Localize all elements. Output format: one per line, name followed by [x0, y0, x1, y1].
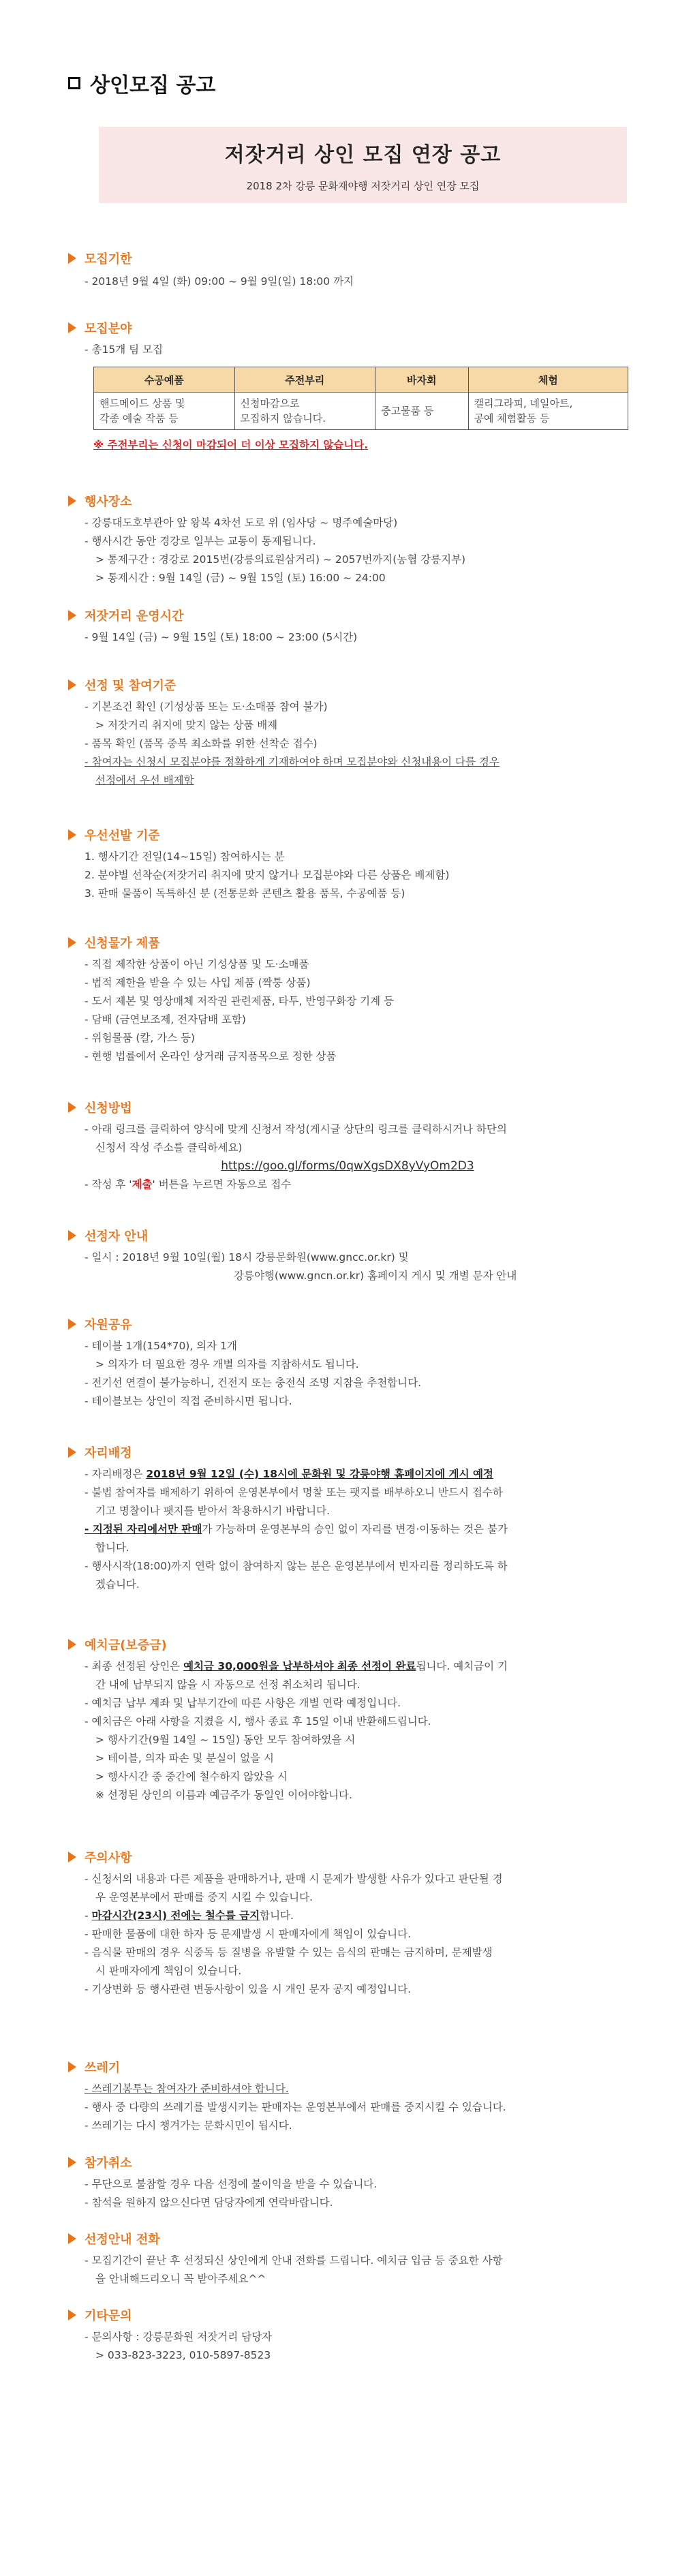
triangle-bullet-icon [68, 322, 76, 333]
text-line: > 행사시간 중 중간에 철수하지 않았을 시 [95, 1770, 288, 1783]
text-line: - 전기선 연결이 불가능하니, 건전지 또는 충전식 조명 지참을 추천합니다. [84, 1377, 422, 1389]
section-priority-criteria [68, 826, 449, 903]
table-header: 주전부리 [234, 367, 375, 393]
text-line: 신청서 작성 주소를 클릭하세요) [95, 1141, 243, 1154]
section-cancellation [68, 2153, 377, 2212]
text-line: - 직접 제작한 상품이 아닌 기성상품 및 도·소매품 [84, 958, 309, 970]
text-line: - 아래 링크를 클릭하여 양식에 맞게 신청서 작성(게시글 상단의 링크를 클릭하시거나 하단의 [84, 1123, 507, 1135]
text-line: - 불법 참여자를 배제하기 위하여 운영본부에서 명찰 또는 팻지를 배부하오니 반드시 접수하 [84, 1486, 503, 1499]
page-title [68, 68, 215, 98]
text-line: - 예치금 납부 계좌 및 납부기간에 따른 사항은 개별 연락 예정입니다. [84, 1697, 401, 1709]
text-line: 합니다. [95, 1542, 129, 1554]
section-heading-text: 모집분야 [84, 322, 132, 336]
banner-title: 저잣거리 상인 모집 연장 공고 [224, 143, 502, 167]
section-heading-text: 모집기한 [84, 252, 132, 266]
text-line: - 위험물품 (칼, 가스 등) [84, 1032, 196, 1044]
section-heading [68, 2306, 272, 2324]
text-line: - 참여자는 신청시 모집분야를 정확하게 기재하여야 하며 모집분야와 신청내용이 다를 경우 [84, 756, 500, 768]
title-banner [99, 127, 627, 203]
text-line: 2. 분야별 선착순(저잣거리 취지에 맞지 않거나 모집분야와 다른 상품은 배제함) [84, 869, 450, 881]
text-line: - 기상변화 등 행사관련 변동사항이 있을 시 개인 문자 공지 예정입니다. [84, 1983, 412, 1995]
text-line: - 마감시간(23시) 전에는 철수를 금지합니다. [84, 1910, 294, 1922]
section-heading-text: 자리배정 [84, 1446, 132, 1460]
section-heading-text: 선정 및 참여기준 [84, 679, 176, 693]
banner-subtitle: 2018 2차 강릉 문화재야행 저잣거리 상인 연장 모집 [246, 180, 480, 192]
section-heading [68, 2058, 506, 2076]
table-cell: 캘리그라피, 네일아트, 공예 체험활동 등 [468, 393, 628, 430]
section-heading [68, 249, 354, 267]
text-line: 1. 행사기간 전일(14~15일) 참여하시는 분 [84, 850, 285, 863]
page-title-text: 상인모집 공고 [90, 74, 216, 97]
section-heading [68, 1636, 508, 1653]
text-line: - 도서 제본 및 영상매체 저작권 관련제품, 타투, 반영구화장 기계 등 [84, 995, 395, 1007]
triangle-bullet-icon [68, 1230, 76, 1241]
text-line: ※ 선정된 상인의 이름과 예금주가 동일인 이어야합니다. [95, 1789, 352, 1801]
text-line: - 현행 법률에서 온라인 상거래 금지품목으로 정한 상품 [84, 1050, 337, 1062]
section-heading [68, 319, 163, 337]
text-line: - 쓰레기봉투는 참여자가 준비하셔야 합니다. [84, 2083, 289, 2095]
section-heading-text: 자원공유 [84, 1318, 132, 1332]
section-selection-notice [68, 1227, 517, 1285]
section-heading [68, 934, 394, 951]
text-line: - 품목 확인 (품목 중복 최소화를 위한 선착순 접수) [84, 737, 318, 750]
section-heading [68, 2230, 503, 2248]
warning-note: ※ 주전부리는 신청이 마감되어 더 이상 모집하지 않습니다. [93, 439, 369, 451]
submit-keyword: 제출 [132, 1178, 153, 1191]
table-note [93, 436, 368, 455]
text-line: - 문의사항 : 강릉문화원 저잣거리 담당자 [84, 2331, 273, 2343]
text-line: - 행사시간 동안 경강로 일부는 교통이 통제됩니다. [84, 535, 316, 547]
table-cell: 중고물품 등 [375, 393, 469, 430]
text-line: 간 내에 납부되지 않을 시 자동으로 선정 취소처리 됩니다. [95, 1678, 360, 1691]
text-line: 을 안내해드리오니 꼭 받아주세요^^ [95, 2273, 266, 2285]
section-selection-criteria [68, 676, 500, 790]
text-line: - 테이블 1개(154*70), 의자 1개 [84, 1340, 237, 1352]
text-line: 강릉야행(www.gncn.or.kr) 홈페이지 게시 및 개별 문자 안내 [234, 1270, 517, 1282]
section-heading [68, 676, 500, 694]
triangle-bullet-icon [68, 1639, 76, 1650]
text-line: > 통제구간 : 경강로 2015번(강릉의료원삼거리) ~ 2057번까지(농협 강릉지부) [95, 553, 466, 566]
triangle-bullet-icon [68, 1319, 76, 1330]
text-line: > 의자가 더 필요한 경우 개별 의자를 지참하셔도 됩니다. [95, 1358, 359, 1370]
table-header: 수공예품 [94, 367, 235, 393]
triangle-bullet-icon [68, 679, 76, 690]
section-prohibited-items [68, 934, 394, 1066]
section-heading [68, 826, 449, 844]
section-seat-assignment [68, 1443, 508, 1594]
text-line: > 통제시간 : 9월 14일 (금) ~ 9월 15일 (토) 16:00 ~ 24:00 [95, 572, 386, 584]
section-heading-text: 신청방법 [84, 1101, 132, 1116]
section-heading-text: 쓰레기 [84, 2061, 121, 2075]
text-line: - 무단으로 불참할 경우 다음 선정에 불이익을 받을 수 있습니다. [84, 2178, 378, 2190]
table-row [94, 393, 628, 430]
text-line: 겠습니다. [95, 1578, 140, 1591]
triangle-bullet-icon [68, 1852, 76, 1862]
section-heading [68, 492, 465, 510]
table-cell: 핸드메이드 상품 및 각종 예술 작품 등 [94, 393, 235, 430]
triangle-bullet-icon [68, 2310, 76, 2320]
text-line: - 예치금은 아래 사항을 지켰을 시, 행사 종료 후 15일 이내 반환해드립니다. [84, 1715, 431, 1728]
section-heading [68, 2153, 377, 2171]
section-heading [68, 1099, 627, 1116]
checkbox-square-icon [68, 77, 80, 89]
text-line: 선정에서 우선 배제함 [95, 774, 194, 786]
text-line: - 법적 제한을 받을 수 있는 사입 제품 (짝퉁 상품) [84, 977, 311, 989]
section-heading-text: 신청물가 제품 [84, 936, 160, 951]
text-line: - 신청서의 내용과 다른 제품을 판매하거나, 판매 시 문제가 발생할 사유가 있다고 판단될 경 [84, 1873, 503, 1885]
section-recruit-period [68, 249, 354, 291]
triangle-bullet-icon [68, 1447, 76, 1458]
section-heading-text: 저잣거리 운영시간 [84, 609, 184, 624]
text-line: - 작성 후 '제출' 버튼을 누르면 자동으로 접수 [84, 1178, 292, 1191]
text-line: - 참석을 원하지 않으신다면 담당자에게 연락바랍니다. [84, 2196, 333, 2209]
section-venue [68, 492, 465, 587]
section-heading-text: 선정안내 전화 [84, 2233, 160, 2247]
triangle-bullet-icon [68, 610, 76, 621]
section-heading [68, 607, 357, 624]
text-line: 3. 판매 물품이 독특하신 분 (전통문화 콘텐츠 활용 품목, 수공예품 등) [84, 887, 405, 900]
triangle-bullet-icon [68, 495, 76, 506]
text-line: > 저잣거리 취지에 맞지 않는 상품 배제 [95, 719, 278, 731]
table-header: 바자회 [375, 367, 469, 393]
text-line: - 자리배정은 2018년 9월 12일 (수) 18시에 문화원 및 강릉야행 홈페이지에 게시 예정 [84, 1468, 493, 1480]
text-line: > 테이블, 의자 파손 및 분실이 없을 시 [95, 1752, 275, 1764]
section-deposit [68, 1636, 508, 1805]
section-heading-text: 주의사항 [84, 1851, 132, 1865]
text-line: > 행사기간(9월 14일 ~ 15일) 동안 모두 참여하였을 시 [95, 1734, 356, 1746]
text-line: - 행사시작(18:00)까지 연락 없이 참여하지 않는 분은 운영본부에서 빈자리를 정리하도록 하 [84, 1560, 508, 1572]
category-table [93, 367, 628, 430]
contact-phone: > 033-823-3223, 010-5897-8523 [95, 2349, 271, 2361]
section-application-method [68, 1099, 627, 1194]
triangle-bullet-icon [68, 2233, 76, 2244]
section-heading [68, 1443, 508, 1461]
section-selection-call [68, 2230, 503, 2288]
section-recruit-field [68, 319, 163, 359]
section-heading [68, 1315, 421, 1333]
table-header: 체험 [468, 367, 628, 393]
text-line: - 기본조건 확인 (기성상품 또는 도·소매품 참여 불가) [84, 701, 328, 713]
triangle-bullet-icon [68, 1102, 76, 1113]
text-line: - 2018년 9월 4일 (화) 09:00 ~ 9월 9일(일) 18:00 까지 [84, 275, 354, 288]
application-form-link[interactable]: https://goo.gl/forms/0qwXgsDX8yVyOm2D3 [221, 1159, 474, 1173]
triangle-bullet-icon [68, 829, 76, 840]
section-resources [68, 1315, 421, 1411]
text-line: - 모집기간이 끝난 후 선정되신 상인에게 안내 전화를 드립니다. 예치금 입금 등 중요한 사항 [84, 2254, 503, 2267]
section-heading-text: 기타문의 [84, 2309, 132, 2323]
text-line: - 담배 (금연보조제, 전자담배 포함) [84, 1013, 246, 1026]
text-line: - 테이블보는 상인이 직접 준비하시면 됩니다. [84, 1395, 292, 1407]
text-line: - 행사 중 다량의 쓰레기를 발생시키는 판매자는 운영본부에서 판매를 중지시킬 수 있습니다. [84, 2101, 506, 2113]
text-line: 시 판매자에게 책임이 있습니다. [95, 1965, 242, 1977]
text-line: - 강릉대도호부관아 앞 왕복 4차선 도로 위 (임사당 ~ 명주예술마당) [84, 517, 398, 529]
text-line: - 총15개 팀 모집 [84, 343, 163, 356]
text-line: - 일시 : 2018년 9월 10일(월) 18시 강릉문화원(www.gncc.or.kr) 및 [84, 1251, 409, 1263]
triangle-bullet-icon [68, 937, 76, 948]
text-line: - 쓰레기는 다시 챙겨가는 문화시민이 됩시다. [84, 2119, 292, 2132]
text-line: - 음식물 판매의 경우 식중독 등 질병을 유발할 수 있는 음식의 판매는 금지하며, 문제발생 [84, 1946, 493, 1959]
section-inquiries [68, 2306, 272, 2365]
triangle-bullet-icon [68, 2061, 76, 2072]
section-heading-text: 참가취소 [84, 2156, 132, 2171]
section-heading [68, 1848, 503, 1866]
section-heading [68, 1227, 517, 1244]
section-heading-text: 행사장소 [84, 495, 132, 509]
text-line: - 판매한 물품에 대한 하자 등 문제발생 시 판매자에게 책임이 있습니다. [84, 1928, 412, 1940]
text-line: - 지정된 자리에서만 판매가 가능하며 운영본부의 승인 없이 자리를 변경·이동하는 것은 불가 [84, 1523, 508, 1535]
table-header-row [94, 367, 628, 393]
triangle-bullet-icon [68, 253, 76, 264]
text-line: 우 운영본부에서 판매를 중지 시킬 수 있습니다. [95, 1891, 313, 1903]
text-line: - 최종 선정된 상인은 예치금 30,000원을 납부하셔야 최종 선정이 완료됩니다. 예치금이 기 [84, 1660, 508, 1672]
triangle-bullet-icon [68, 2157, 76, 2168]
text-line: - 9월 14일 (금) ~ 9월 15일 (토) 18:00 ~ 23:00 (5시간) [84, 631, 358, 643]
section-heading-text: 예치금(보증금) [84, 1638, 167, 1653]
text-line: 기고 명찰이나 팻지를 받아서 착용하시기 바랍니다. [95, 1505, 330, 1517]
table-cell: 신청마감으로 모집하지 않습니다. [234, 393, 375, 430]
section-heading-text: 선정자 안내 [84, 1229, 149, 1244]
section-heading-text: 우선선발 기준 [84, 829, 160, 843]
section-operating-hours [68, 607, 357, 647]
section-trash [68, 2058, 506, 2135]
section-cautions [68, 1848, 503, 1999]
